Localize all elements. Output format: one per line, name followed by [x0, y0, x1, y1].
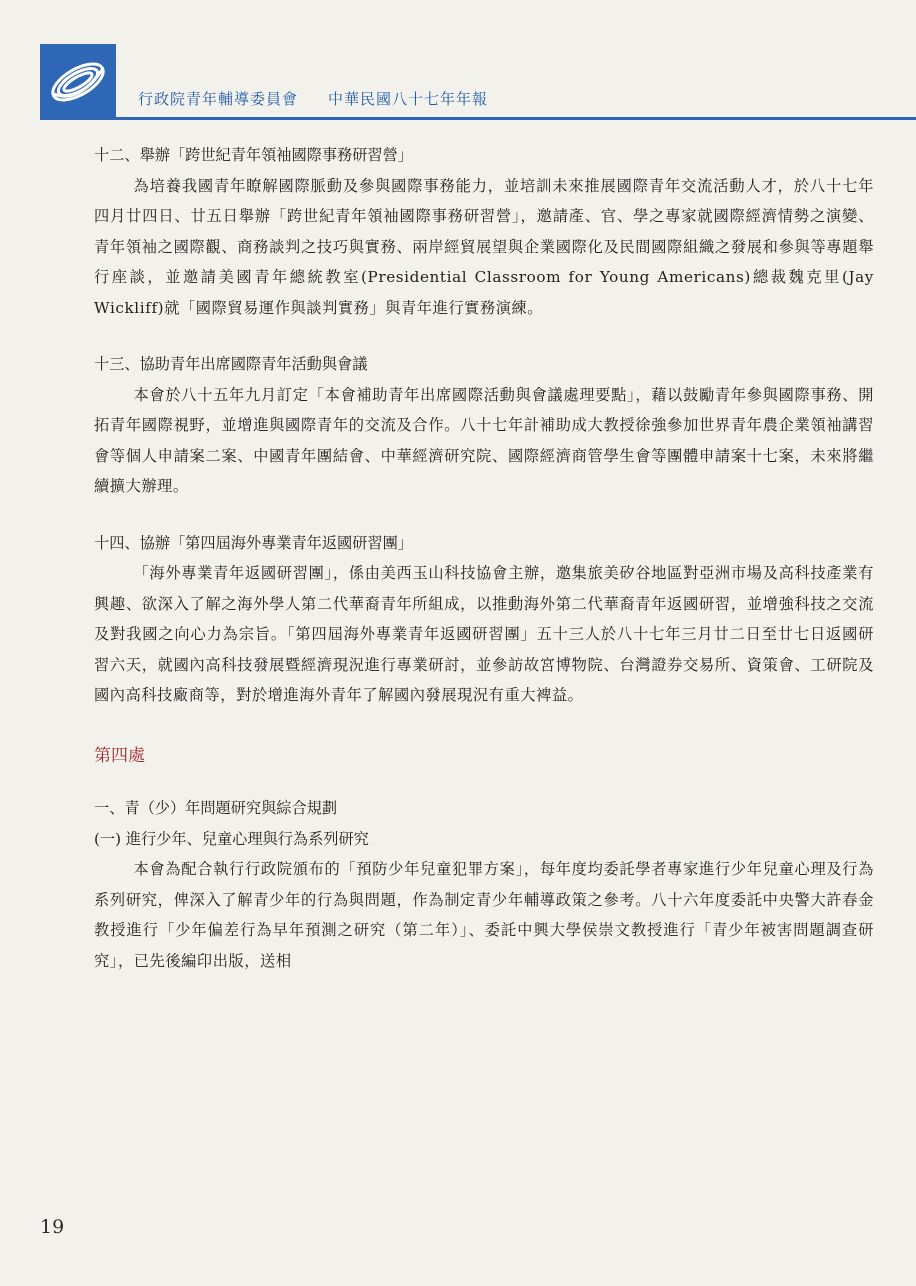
page-body — [94, 140, 874, 976]
header-report: 中華民國八十七年年報 — [328, 90, 489, 108]
section-14-paragraph: 「海外專業青年返國研習團」，係由美西玉山科技協會主辦，邀集旅美矽谷地區對亞洲市場及高科技產業有興趣、欲深入了解之海外學人第二代華裔青年所組成，以推動海外第二代華裔青年返國研習，並增強科技之交流及對我國之向心力為宗旨。「第四屆海外專業青年返國研習團」五十三人於八十七年三月廿二日至廿七日返國研習六天，就國內高科技發展暨經濟現況進行專業研討，並參訪故宮博物院、台灣證券交易所、資策會、工研院及國內高科技廠商等，對於增進海外青年了解國內發展現況有重大裨益。 — [94, 564, 874, 704]
section-14-heading: 十四、協辦「第四屆海外專業青年返國研習團」 — [94, 533, 413, 552]
part-4-heading-1-1: (一) 進行少年、兒童心理與行為系列研究 — [94, 829, 369, 848]
part-4-paragraph: 本會為配合執行行政院頒布的「預防少年兒童犯罪方案」，每年度均委託學者專家進行少年兒童心理及行為系列研究，俾深入了解青少年的行為與問題，作為制定青少年輔導政策之參考。八十六年度委託中央警大許春金教授進行「少年偏差行為早年預測之研究（第二年）」、委託中興大學侯崇文教授進行「青少年被害問題調查研究」，已先後編印出版，送相 — [94, 860, 874, 970]
part-4-title: 第四處 — [94, 745, 145, 766]
header-divider — [116, 117, 916, 120]
part-4-heading-1: 一、青（少）年問題研究與綜合規劃 — [94, 799, 337, 817]
section-13-heading: 十三、協助青年出席國際青年活動與會議 — [94, 355, 368, 373]
section-12-heading: 十二、舉辦「跨世紀青年領袖國際事務研習營」 — [94, 146, 413, 164]
rings-logo-icon — [40, 44, 116, 120]
header-title — [138, 88, 488, 109]
logo — [40, 44, 116, 120]
section-12-paragraph: 為培養我國青年瞭解國際脈動及參與國際事務能力，並培訓未來推展國際青年交流活動人才，於八十七年四月廿四日、廿五日舉辦「跨世紀青年領袖國際事務研習營」，邀請產、官、學之專家就國際經濟情勢之演變、青年領袖之國際觀、商務談判之技巧與實務、兩岸經貿展望與企業國際化及民間國際組織之發展和參與等專題舉行座談，並邀請美國青年總統教室(Presidential Classroom for Young Americans)總裁魏克里(Jay Wickliff)就「國際貿易運作與談判實務」與青年進行實務演練。 — [94, 176, 874, 317]
header-org: 行政院青年輔導委員會 — [138, 90, 299, 108]
page-number: 19 — [40, 1216, 65, 1238]
section-13-paragraph: 本會於八十五年九月訂定「本會補助青年出席國際活動與會議處理要點」，藉以鼓勵青年參與國際事務、開拓青年國際視野，並增進與國際青年的交流及合作。八十七年計補助成大教授徐強參加世界青年農企業領袖講習會等個人申請案二案、中國青年團結會、中華經濟研究院、國際經濟商管學生會等團體申請案十七案，未來將繼續擴大辦理。 — [94, 385, 874, 495]
